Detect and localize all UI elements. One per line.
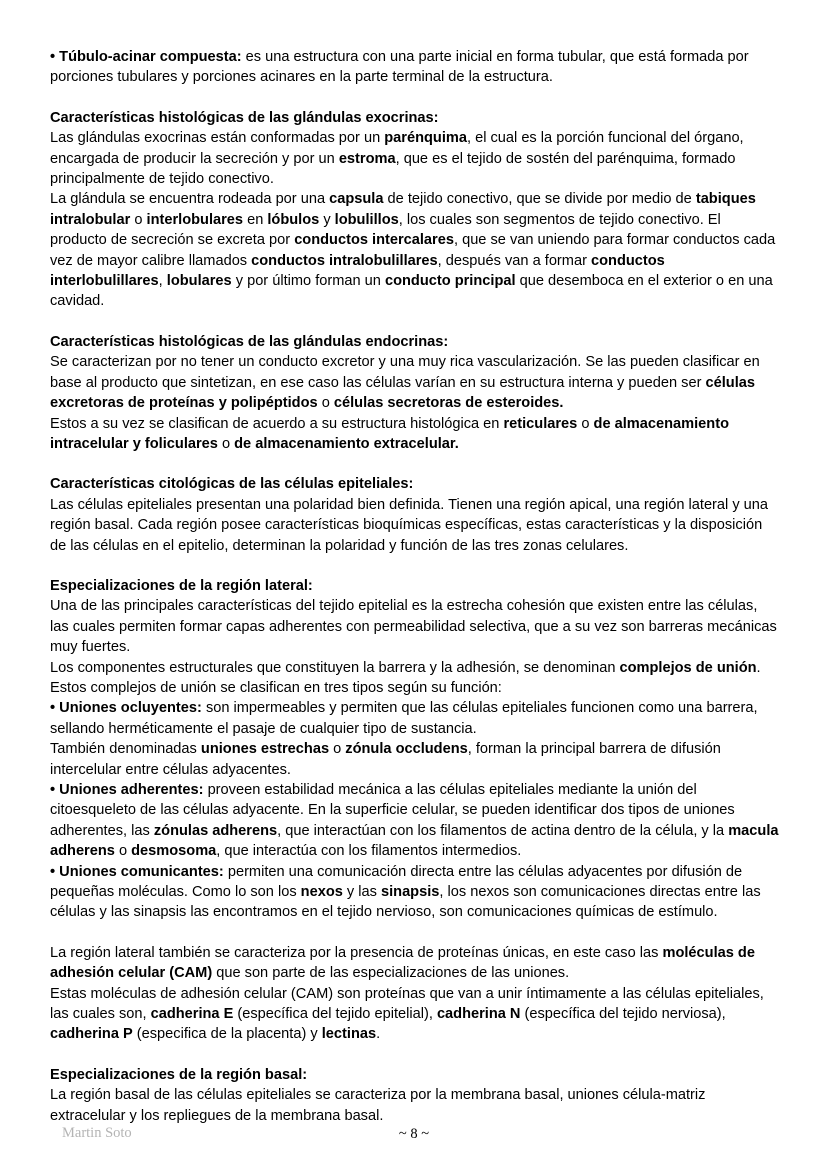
bold-term: parénquima	[384, 130, 467, 147]
paragraph	[50, 984, 780, 1045]
text-run: o	[317, 395, 334, 412]
paragraph-gap	[50, 88, 780, 108]
text-run: (especifica de la placenta) y	[132, 1026, 322, 1043]
text-run: , que es el tejido de sostén del parénquima, formado principalmente de tejido conectivo.	[50, 150, 736, 188]
bold-term: células secretoras de esteroides.	[333, 395, 564, 412]
paragraph	[50, 495, 780, 556]
bold-term: lectinas	[321, 1026, 377, 1043]
text-run: y las	[342, 884, 381, 901]
text-run: , el cual es la porción funcional del órgano, encargada de producir la secreción y por un	[50, 130, 744, 167]
text-run: proveen estabilidad mecánica a las células epiteliales mediante la unión del citoesqueleto de las células adyacente. En la superficie celular, se pueden identificar dos tipos de uniones adherentes, las	[50, 782, 735, 839]
text-run: Las glándulas exocrinas están conformadas por un	[50, 130, 385, 147]
bold-term: Especializaciones de la región basal:	[50, 1066, 308, 1083]
bold-term: conductos intercalares	[294, 232, 454, 249]
bold-term: interlobulares	[146, 211, 244, 228]
bold-term: de almacenamiento extracelular.	[234, 435, 459, 452]
bold-term: Características histológicas de las glándulas exocrinas:	[50, 109, 439, 126]
paragraph	[50, 739, 780, 780]
text-run: La glándula se encuentra rodeada por una	[50, 191, 330, 208]
text-run: Estas moléculas de adhesión celular (CAM) son proteínas que van a unir íntimamente a las células epiteliales, las cuales son,	[50, 985, 764, 1023]
section-heading	[50, 1065, 780, 1085]
bold-term: Características histológicas de las glándulas endocrinas:	[50, 333, 449, 350]
bold-term: desmosoma	[131, 843, 217, 860]
paragraph-gap	[50, 923, 780, 943]
bold-term: estroma	[338, 150, 396, 167]
text-run: son impermeables y permiten que las células epiteliales funcionen como una barrera, sellando herméticamente el pasaje de cualquier tipo de sustancia.	[50, 700, 758, 737]
text-run: y	[319, 211, 335, 228]
text-run: o	[217, 435, 235, 452]
text-run: es una estructura con una parte inicial en forma tubular, que está formada por porciones tubulares y porciones acinares en la parte terminal de la estructura.	[50, 49, 749, 86]
text-run: , que interactúan con los filamentos de actina dentro de la célula, y la	[277, 822, 729, 839]
bold-term: • Uniones ocluyentes:	[50, 700, 202, 717]
paragraph	[50, 698, 780, 739]
bold-term: sinapsis	[380, 884, 440, 901]
paragraph	[50, 658, 780, 699]
paragraph	[50, 352, 780, 413]
paragraph-gap	[50, 454, 780, 474]
bold-term: conductos intralobulillares	[251, 252, 438, 269]
text-run: , los nexos son comunicaciones directas entre las células y las sinapsis las encontramos en el tejido nervioso, son comunicaciones químicas de estímulo.	[50, 884, 761, 921]
bold-term: cadherina P	[50, 1026, 133, 1043]
text-run: o	[130, 211, 147, 228]
text-run: .	[376, 1026, 381, 1043]
text-run: de tejido conectivo, que se divide por medio de	[383, 191, 696, 208]
text-run: La región basal de las células epiteliales se caracteriza por la membrana basal, uniones célula-matriz extracelular y los repliegues de la membrana basal.	[50, 1087, 706, 1124]
text-run: , forman la principal barrera de difusión intercelular entre células adyacentes.	[50, 741, 721, 778]
section-heading	[50, 474, 780, 494]
bold-term: conductos interlobulillares	[50, 252, 665, 290]
text-run: en	[243, 211, 268, 228]
text-run: y por último forman un	[231, 273, 385, 290]
bold-term: células excretoras de proteínas y polipéptidos	[50, 374, 755, 412]
bold-term: de almacenamiento intracelular y foliculares	[50, 415, 729, 452]
bold-term: nexos	[300, 884, 343, 901]
paragraph-gap	[50, 1045, 780, 1065]
bold-term: zónula occludens	[345, 741, 468, 758]
bold-term: macula adherens	[50, 822, 779, 860]
text-run: o	[114, 843, 132, 860]
page-number: ~ 8 ~	[398, 1126, 430, 1142]
text-run: , que interactúa con los filamentos intermedios.	[216, 843, 522, 860]
bold-term: lóbulos	[267, 211, 320, 228]
text-run: (específica del tejido epitelial),	[233, 1006, 437, 1023]
bold-term: • Túbulo-acinar compuesta:	[50, 49, 242, 65]
paragraph	[50, 943, 780, 984]
bold-term: cadherina N	[436, 1006, 521, 1023]
bold-term: reticulares	[503, 415, 578, 432]
bold-term: lobulares	[166, 273, 232, 290]
bold-term: • Uniones comunicantes:	[50, 863, 224, 880]
section-heading	[50, 108, 780, 128]
paragraph-gap	[50, 556, 780, 576]
text-run: Estos a su vez se clasifican de acuerdo a su estructura histológica en	[50, 415, 504, 432]
bold-term: conducto principal	[384, 273, 516, 290]
paragraph	[50, 862, 780, 923]
text-run: . Estos complejos de unión se clasifican en tres tipos según su función:	[50, 659, 761, 696]
bold-term: Características citológicas de las células epiteliales:	[50, 476, 414, 493]
bold-term: capsula	[329, 191, 384, 208]
text-run: o	[577, 415, 594, 432]
text-run: que desemboca en el exterior o en una cavidad.	[50, 273, 773, 310]
paragraph	[50, 1085, 780, 1126]
bold-term: zónulas adherens	[153, 822, 278, 839]
paragraph	[50, 596, 780, 657]
text-run: permiten una comunicación directa entre las células adyacentes por difusión de pequeñas moléculas. Como lo son los	[50, 863, 743, 901]
bold-term: • Uniones adherentes:	[50, 782, 204, 798]
text-run: ,	[158, 273, 167, 290]
text-run: Las células epiteliales presentan una polaridad bien definida. Tienen una región apical, una región lateral y una región basal. Cada región posee características bioquímicas específicas, estas características y la disposición de las células en el epitelio, determinan la polaridad y función de las tres zonas celulares.	[50, 496, 769, 554]
bold-term: uniones estrechas	[200, 741, 330, 758]
text-run: La región lateral también se caracteriza por la presencia de proteínas únicas, en este caso las	[50, 944, 663, 961]
text-run: o	[329, 741, 346, 758]
document-body	[50, 47, 780, 1126]
text-run: Se caracterizan por no tener un conducto excretor y una muy rica vascularización. Se las pueden clasificar en base al producto que sintetizan, en ese caso las células varían en su estructura interna y pueden ser	[50, 354, 760, 391]
bold-term: lobulillos	[334, 211, 399, 228]
footer-author: Martin Soto	[62, 1125, 132, 1141]
section-heading	[50, 576, 780, 596]
section-heading	[50, 332, 780, 352]
paragraph	[50, 780, 780, 862]
paragraph	[50, 414, 780, 455]
bold-term: moléculas de adhesión celular (CAM)	[50, 944, 755, 982]
bold-term: cadherina E	[150, 1006, 234, 1023]
text-run: (específica del tejido nerviosa),	[520, 1006, 726, 1023]
text-run: También denominadas	[50, 741, 201, 758]
bold-term: tabiques intralobular	[50, 191, 756, 228]
text-run: , los cuales son segmentos de tejido conectivo. El producto de secreción se excreta por	[50, 211, 721, 249]
text-run: Los componentes estructurales que constituyen la barrera y la adhesión, se denominan	[50, 659, 620, 676]
text-run: Una de las principales características del tejido epitelial es la estrecha cohesión que existen entre las células, las cuales permiten formar capas adherentes con permeabilidad selectiva, que a su vez son barreras mecánicas muy fuertes.	[50, 598, 777, 656]
paragraph	[50, 47, 780, 88]
paragraph-gap	[50, 312, 780, 332]
paragraph	[50, 189, 780, 311]
text-run: , después van a formar	[437, 252, 591, 269]
text-run: que son parte de las especializaciones de las uniones.	[212, 965, 570, 982]
text-run: , que se van uniendo para formar conductos cada vez de mayor calibre llamados	[50, 232, 776, 269]
paragraph	[50, 128, 780, 189]
bold-term: complejos de unión	[619, 659, 757, 676]
bold-term: Especializaciones de la región lateral:	[50, 577, 313, 594]
